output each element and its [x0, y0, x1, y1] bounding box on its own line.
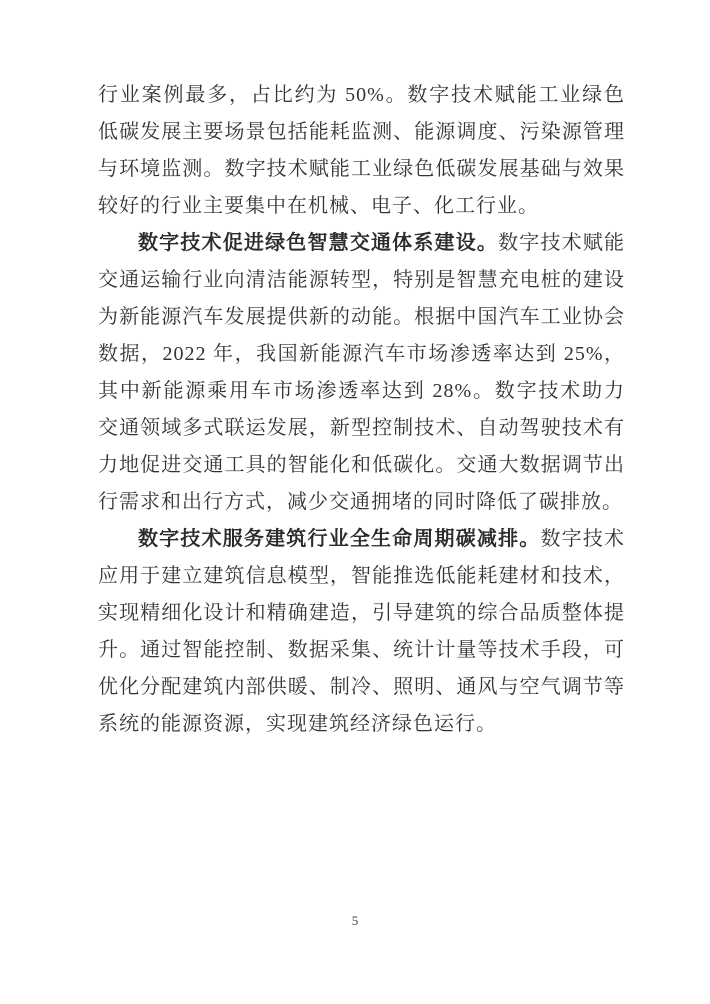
paragraph-text: 数字技术应用于建立建筑信息模型，智能推选低能耗建材和技术，实现精细化设计和精确建造，引导建筑的综合品质整体提升。通过智能控制、数据采集、统计计量等技术手段，可优化分配建筑内部供暖、制冷、照明、通风与空气调节等系统的能源资源，实现建筑经济绿色运行。	[98, 528, 626, 735]
paragraph	[98, 225, 625, 521]
paragraph	[98, 77, 625, 225]
page-footer	[0, 912, 710, 930]
paragraph-text: 行业案例最多，占比约为 50%。数字技术赋能工业绿色低碳发展主要场景包括能耗监测、能源调度、污染源管理与环境监测。数字技术赋能工业绿色低碳发展基础与效果较好的行业主要集中在机械、电子、化工行业。	[98, 84, 625, 217]
paragraph	[98, 521, 625, 743]
page-number: 5	[351, 913, 359, 928]
paragraph-text: 数字技术赋能交通运输行业向清洁能源转型，特别是智慧充电桩的建设为新能源汽车发展提供新的动能。根据中国汽车工业协会数据，2022 年，我国新能源汽车市场渗透率达到 25%，其中新能源乘用车市场渗透率达到 28%。数字技术助力交通领域多式联运发展，新型控制技术、自动驾驶技术有力地促进交通工具的智能化和低碳化。交通大数据调节出行需求和出行方式，减少交通拥堵的同时降低了碳排放。	[98, 232, 626, 513]
paragraph-bold-lead: 数字技术促进绿色智慧交通体系建设。	[138, 232, 499, 254]
paragraph-bold-lead: 数字技术服务建筑行业全生命周期碳减排。	[138, 528, 541, 550]
document-body	[98, 77, 625, 743]
